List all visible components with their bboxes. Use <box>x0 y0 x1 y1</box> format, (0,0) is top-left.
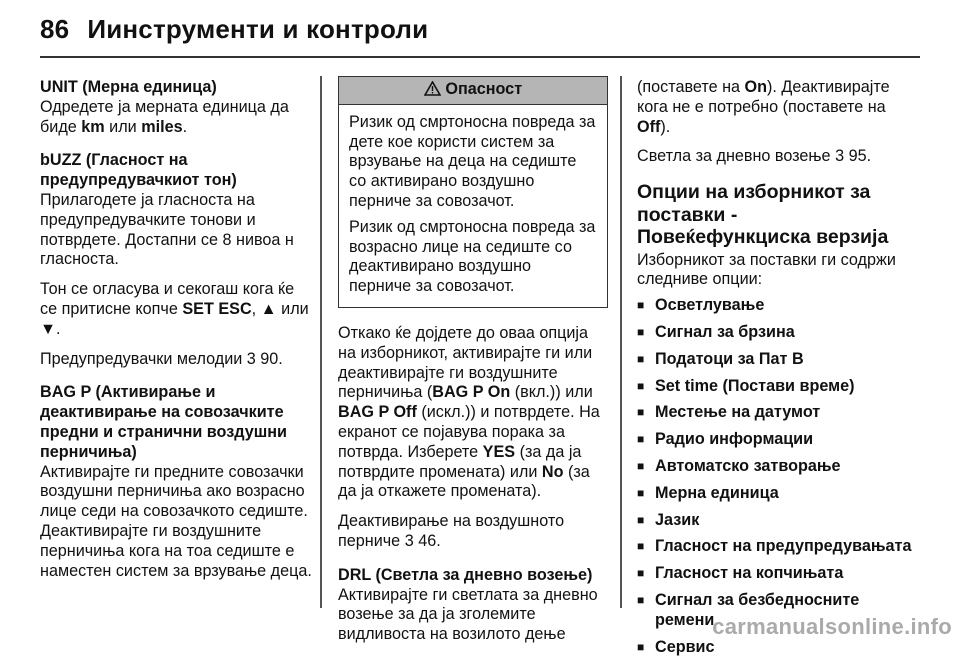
buzz-text: Прилагодете ја гласноста на предупредувачките тонови и потврдете. Достапни се 8 нивоа н гласноста. <box>40 190 294 269</box>
column-2 <box>338 76 608 655</box>
unit-section <box>40 78 312 137</box>
bag-p-on: BAG P On <box>432 383 511 402</box>
tone-text: Тон се огласува и секогаш кога ќе се притисне копче <box>40 280 295 318</box>
drl-text: Активирајте ги светлата за дневно возење за да ја зголемите видливоста на возилото дење <box>338 585 598 644</box>
page-number: 86 <box>40 14 70 44</box>
selection-paragraph <box>338 324 608 502</box>
column-1 <box>40 78 312 591</box>
bag-text: Активирајте ги предните совозачки воздушни перничиња ако возрасно лице седи на совозачкото седиште. Деактивирајте ги воздушните перничиња кога на тоа седиште е наместен систем за врзување деца. <box>40 462 312 580</box>
section-title: Опции на изборникот за поставки - Повеќефункциска верзија <box>637 181 889 249</box>
page-header <box>40 14 428 45</box>
warning-triangle-icon <box>424 80 446 98</box>
list-item: ■ Јазик <box>637 511 912 531</box>
buzz-heading: bUZZ (Гласност на предупредувачкиот тон) <box>40 151 237 190</box>
drl-ref-paragraph <box>637 147 912 167</box>
page-title: Иинструменти и контроли <box>87 14 429 44</box>
list-item: ■ Set time (Постави време) <box>637 377 912 397</box>
buzz-section <box>40 151 312 270</box>
danger-box <box>338 76 608 308</box>
list-item: ■ Сигнал за брзина <box>637 323 912 343</box>
danger-text-2: Ризик од смртоносна повреда за возрасно лице на седиште со деактивирано воздушно перниче за совозачот. <box>349 217 596 296</box>
unit-km: km <box>81 117 105 136</box>
header-rule <box>40 56 920 58</box>
drl-page-ref: 3 95. <box>835 147 872 166</box>
menu-intro: Изборникот за поставки ги содржи следниве опции: <box>637 250 896 289</box>
list-item: ■ Местење на датумот <box>637 403 912 423</box>
list-item: ■ Мерна единица <box>637 484 912 504</box>
sel-text-3: (искл.)) и потврдете. На екранот се појавува порака за потврда. Изберете <box>338 403 600 461</box>
sel-text-4: (за да ја потврдите промената) или <box>338 442 582 481</box>
danger-title: Опасност <box>445 80 523 98</box>
sel-text-1: Откако ќе дојдете до оваа опција на изборникот, активирајте ги или деактивирајте ги воздушните перничиња ( <box>338 323 593 402</box>
list-item: ■ Автоматско затворање <box>637 457 912 477</box>
watermark: carmanualsonline.info <box>712 614 952 639</box>
off-value: Off <box>637 117 661 136</box>
yes-option: YES <box>482 442 516 461</box>
column-3 <box>637 78 912 664</box>
bag-section <box>40 383 312 581</box>
deact-page-ref: 3 46. <box>404 531 441 550</box>
cont-text-1: (поставете на <box>637 78 745 96</box>
deactivation-paragraph <box>338 512 608 552</box>
tone-paragraph <box>40 280 312 339</box>
tone-set-esc: SET ESC <box>182 299 252 318</box>
unit-end: . <box>182 117 188 136</box>
list-item: ■ Гласност на копчињата <box>637 564 912 584</box>
danger-body <box>339 105 607 307</box>
on-value: On <box>744 78 768 96</box>
melody-page-ref: 3 90. <box>246 349 283 368</box>
drl-section <box>338 566 608 645</box>
continuation-paragraph <box>637 78 912 137</box>
drl-heading: DRL (Светла за дневно возење) <box>338 565 593 584</box>
danger-text-1: Ризик од смртоносна повреда за дете кое користи систем за врзување на деца на седиште со активирано воздушно перниче за совозачот. <box>349 112 596 210</box>
list-item: ■ Сигнал за безбедносните ремени <box>637 591 912 631</box>
list-item: ■ Гласност на предупредувањата <box>637 537 912 557</box>
tone-arrows: , ▲ или ▼. <box>40 299 309 338</box>
deact-text: Деактивирање на воздушното перниче <box>338 512 565 550</box>
bag-p-off: BAG P Off <box>338 403 417 422</box>
cont-text-3: ). <box>660 117 671 136</box>
list-item: ■ Радио информации <box>637 430 912 450</box>
column-divider-1 <box>320 76 322 608</box>
list-item: ■ Податоци за Пат B <box>637 350 912 370</box>
unit-text: Одредете ја мерната единица да биде <box>40 97 289 136</box>
sel-text-5: (за да ја откажете промената). <box>338 462 590 501</box>
melody-paragraph <box>40 350 312 370</box>
cont-text-2: ). Деактивирајте кога не е потребно (поставете на <box>637 78 890 116</box>
options-list <box>637 296 912 657</box>
bag-heading: BAG P (Активирање и деактивирање на совозачките предни и странични воздушни перничиња) <box>40 383 287 461</box>
unit-or: или <box>104 117 142 136</box>
unit-miles: miles <box>141 117 183 136</box>
sel-text-2: (вкл.)) или <box>510 383 593 402</box>
list-item: ■ Осветлување <box>637 296 912 316</box>
unit-heading: UNIT (Мерна единица) <box>40 78 217 96</box>
no-option: No <box>541 462 564 481</box>
danger-header <box>339 77 607 105</box>
melody-text: Предупредувачки мелодии <box>40 349 247 368</box>
column-divider-2 <box>620 76 622 608</box>
drl-ref-text: Светла за дневно возење <box>637 147 836 166</box>
list-item: ■ Сервис <box>637 638 912 658</box>
